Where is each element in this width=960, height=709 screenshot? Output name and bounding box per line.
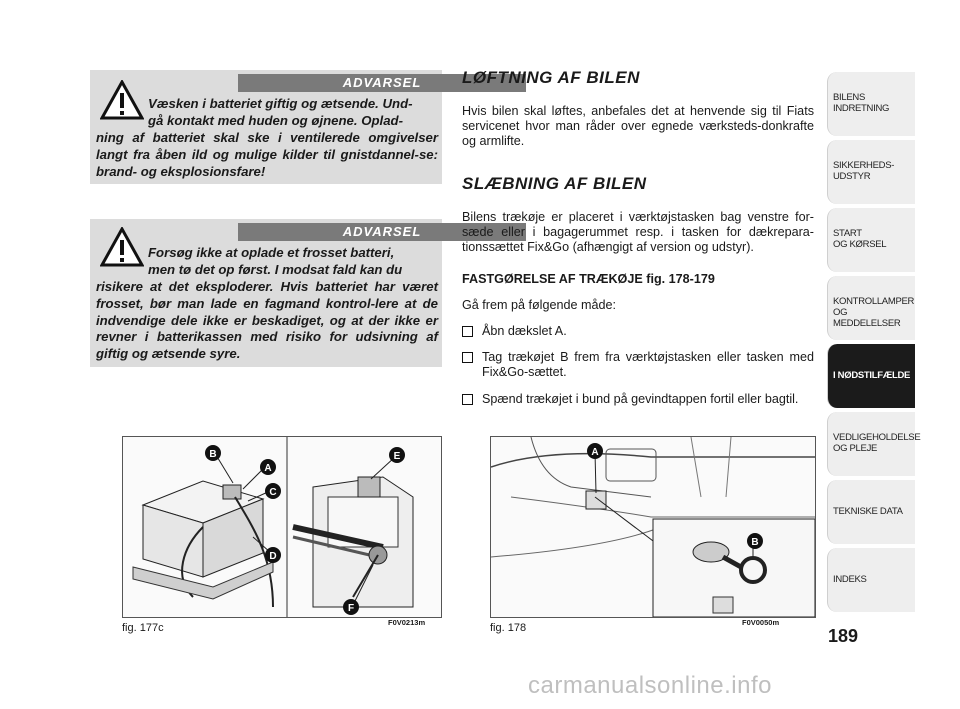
- tow-eye-illustration: [491, 437, 815, 617]
- step-item: Spænd trækøjet i bund på gevindtappen fortil eller bagtil.: [462, 392, 814, 424]
- callout-label-E: E: [393, 451, 401, 462]
- battery-illustration: [123, 437, 441, 617]
- warning-text-body: ning af batteriet skal ske i ventilerede omgivelser langt fra åben ild og mulige kilder til gnistdannel-se: brand- og eksplosionsfare!: [96, 130, 438, 179]
- figure-caption: fig. 177c: [122, 622, 164, 634]
- checkbox-bullet-icon: [462, 352, 473, 363]
- heading-towing: SLÆBNING AF BILEN: [462, 174, 647, 193]
- watermark: carmanualsonline.info: [528, 672, 772, 699]
- warning-triangle-icon: [100, 80, 144, 120]
- warning-box-2: [90, 219, 442, 367]
- tab-i-nodstilfaelde[interactable]: I NØDSTILFÆLDE: [827, 344, 915, 408]
- figure-178: [490, 436, 816, 618]
- subheading-tow-eye: FASTGØRELSE AF TRÆKØJE fig. 178-179: [462, 272, 715, 286]
- figure-caption: fig. 178: [490, 622, 527, 634]
- tab-vedligeholdelse[interactable]: VEDLIGEHOLDELSE OG PLEJE: [827, 412, 915, 476]
- page-number: 189: [828, 626, 859, 646]
- warning-text-body: risikere at det eksploderer. Hvis batteriet har været frosset, bør man lade en fagmand kontrol-lere at de indvendige dele ikke er beskadiget, og at der ikke er revner i batterikassen med risiko for udsivning af giftig og ætsende syre.: [96, 279, 438, 362]
- warning-triangle-icon: [100, 227, 144, 267]
- warning-text-line2: gå kontakt med huden og øjnene. Oplad-: [148, 113, 403, 128]
- figure-code: F0V0050m: [742, 618, 780, 627]
- warning-header: ADVARSEL: [238, 223, 526, 241]
- tab-bilens-indretning[interactable]: BILENS INDRETNING: [827, 72, 915, 136]
- paragraph-towing: Bilens trækøje er placeret i værktøjstasken bag venstre for-sæde eller i bagagerummet resp. i tasken for dækrepara-tionssættet Fix&Go (afhængigt af version og udstyr).: [462, 210, 814, 254]
- callout-label-F: F: [347, 603, 355, 614]
- tab-sikkerhedsudstyr[interactable]: SIKKERHEDS- UDSTYR: [827, 140, 915, 204]
- steps-intro: Gå frem på følgende måde:: [462, 298, 617, 312]
- tab-indeks[interactable]: INDEKS: [827, 548, 915, 612]
- callout-label-C: C: [269, 487, 277, 498]
- paragraph-lifting: Hvis bilen skal løftes, anbefales det at henvende sig til Fiats servicenet hvor man råder over egnede værksteds-donkrafte og armlifte.: [462, 104, 814, 148]
- callout-label-D: D: [269, 551, 277, 562]
- callout-label-A: A: [591, 447, 599, 458]
- tab-start-og-korsel[interactable]: START OG KØRSEL: [827, 208, 915, 272]
- checkbox-bullet-icon: [462, 394, 473, 405]
- callout-label-B: B: [751, 537, 759, 548]
- warning-text-line1: Væsken i batteriet giftig og ætsende. Und-: [148, 96, 413, 111]
- warning-text-line1: Forsøg ikke at oplade et frosset batteri,: [148, 245, 395, 260]
- step-item: Tag trækøjet B frem fra værktøjstasken eller tasken med Fix&Go-sættet.: [462, 350, 814, 382]
- figure-177c: [122, 436, 442, 618]
- tab-kontrollamper[interactable]: KONTROLLAMPER OG MEDDELELSER: [827, 276, 915, 340]
- heading-lifting: LØFTNING AF BILEN: [462, 68, 640, 87]
- callout-label-B: B: [209, 449, 217, 460]
- tab-tekniske-data[interactable]: TEKNISKE DATA: [827, 480, 915, 544]
- figure-code: F0V0213m: [388, 618, 426, 627]
- callout-label-A: A: [264, 463, 272, 474]
- warning-box-1: [90, 70, 442, 184]
- step-item: Åbn dækslet A.: [462, 324, 814, 340]
- checkbox-bullet-icon: [462, 326, 473, 337]
- warning-header: ADVARSEL: [238, 74, 526, 92]
- warning-text-line2: men tø det op først. I modsat fald kan du: [148, 262, 403, 277]
